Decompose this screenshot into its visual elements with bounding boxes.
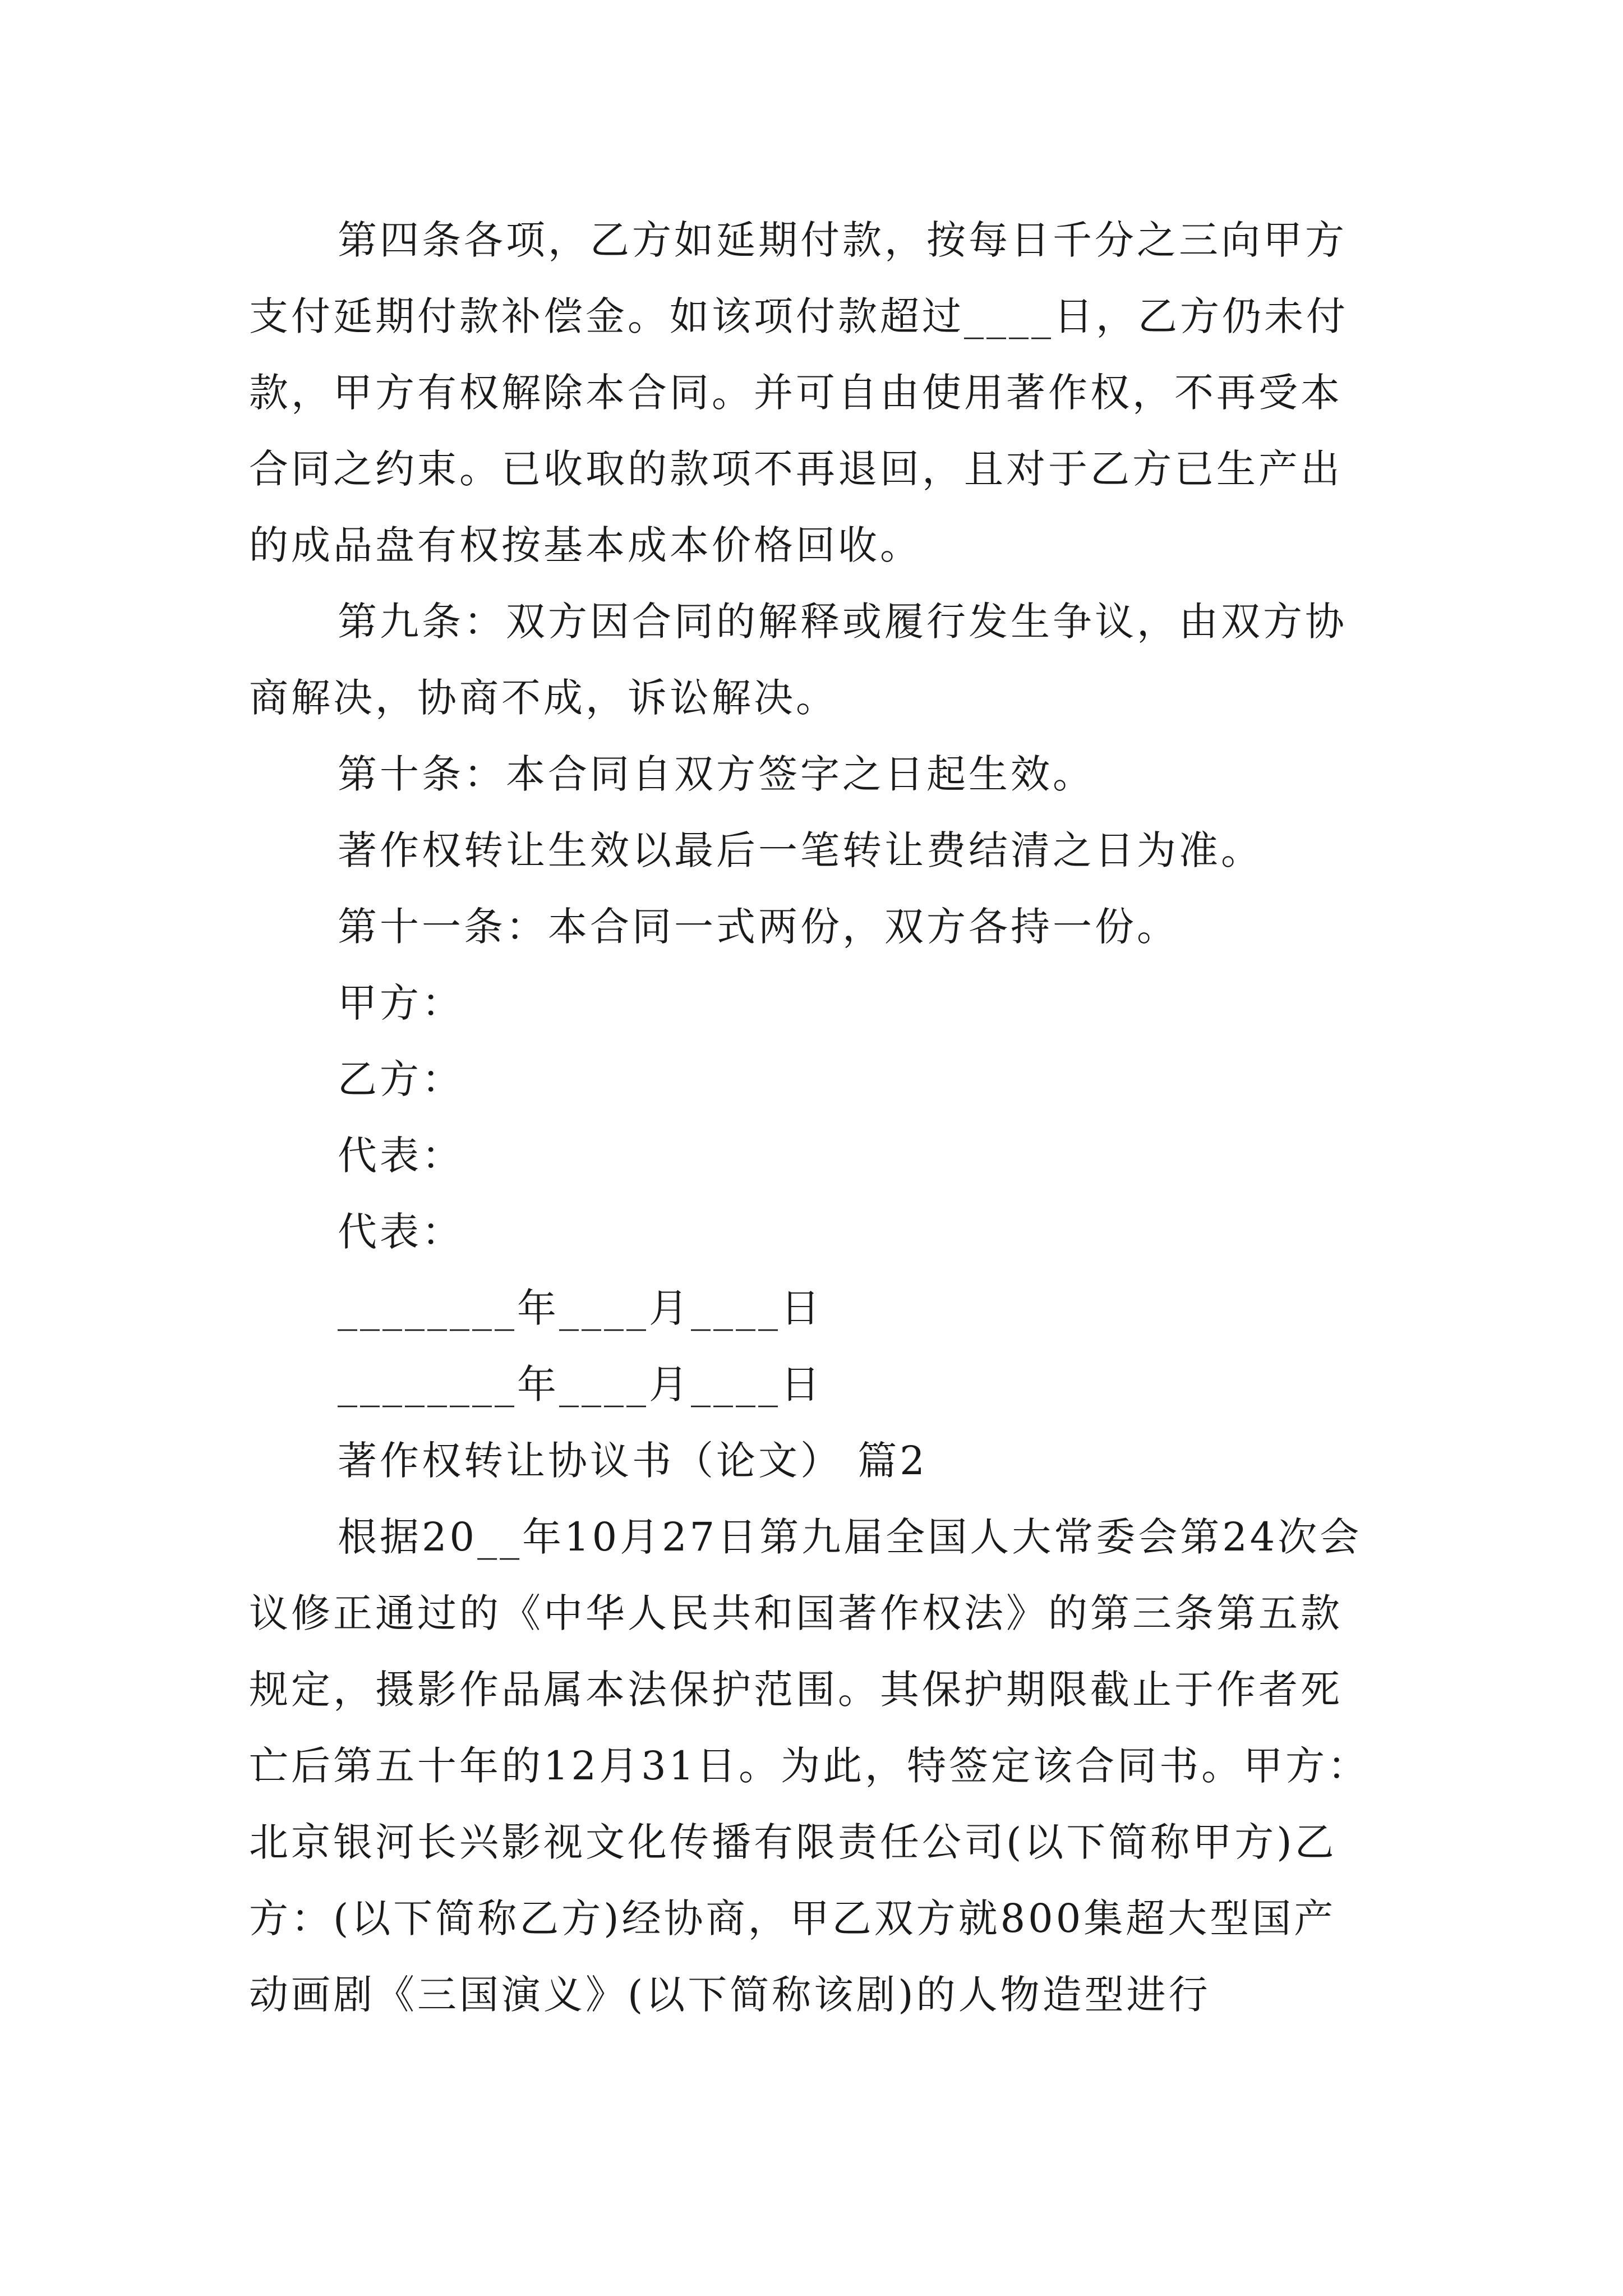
clause-11-line: 第十一条：本合同一式两份，双方各持一份。 <box>338 904 1179 950</box>
clause-10-line: 第十条：本合同自双方签字之日起生效。 <box>338 751 1095 797</box>
date-line-2: ________年____月____日 <box>338 1361 823 1407</box>
section-title: 著作权转让协议书（论文） 篇2 <box>338 1438 928 1484</box>
party-a-label: 甲方： <box>338 980 464 1026</box>
effective-note-line: 著作权转让生效以最后一笔转让费结清之日为准。 <box>338 827 1263 873</box>
section-intro-paragraph: 根据20__年10月27日第九届全国人大常委会第24次会议修正通过的《中华人民共和国著作权法》的第三条第五款规定，摄影作品属本法保护范围。其保护期限截止于作者死亡后第五十年的12月31日。为此，特签定该合同书。甲方：北京银河长兴影视文化传播有限责任公司(以下简称甲方)乙方：(以下简称乙方)经协商，甲乙双方就800集超大型国产动画剧《三国演义》(以下简称该剧)的人物造型进行 <box>249 1514 1370 2018</box>
representative-label-1: 代表： <box>338 1133 464 1179</box>
date-line-1: ________年____月____日 <box>338 1285 823 1331</box>
document-body <box>249 202 1375 2033</box>
representative-label-2: 代表： <box>338 1209 464 1255</box>
clause-payment-paragraph: 第四条各项，乙方如延期付款，按每日千分之三向甲方支付延期付款补偿金。如该项付款超过____日，乙方仍未付款，甲方有权解除本合同。并可自由使用著作权，不再受本合同之约束。已收取的款项不再退回，且对于乙方已生产出的成品盘有权按基本成本价格回收。 <box>249 217 1348 568</box>
clause-9-paragraph: 第九条：双方因合同的解释或履行发生争议，由双方协商解决，协商不成，诉讼解决。 <box>249 599 1347 721</box>
party-b-label: 乙方： <box>338 1056 464 1102</box>
